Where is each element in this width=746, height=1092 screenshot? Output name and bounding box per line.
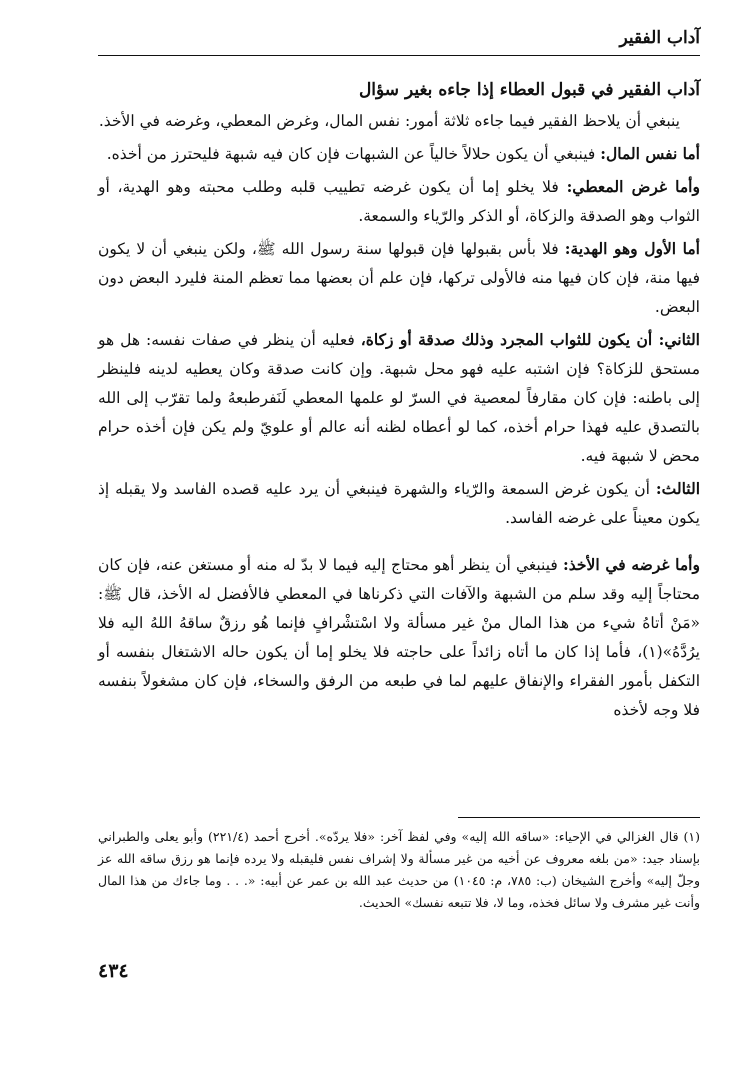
page-number: ٤٣٤ xyxy=(98,960,129,982)
paragraph-lead: أما الأول وهو الهدية: xyxy=(564,239,700,258)
section-title: آداب الفقير في قبول العطاء إذا جاءه بغير سؤال xyxy=(358,80,700,100)
paragraph-text: ينبغي أن يلاحظ الفقير فيما جاءه ثلاثة أمور: نفس المال، وغرض المعطي، وغرضه في الأخذ. xyxy=(98,112,680,130)
paragraph-text: فلا يخلو إما أن يكون غرضه تطييب قلبه وطلب محبته وهو الهدية، أو الثواب وهو الصدقة والزكاة، أو الذكر والرّياء والسمعة. xyxy=(98,178,700,225)
paragraph-lead: وأما غرضه في الأخذ: xyxy=(563,555,700,574)
footnote: (١) قال الغزالي في الإحياء: «ساقه الله إليه» وفي لفظ آخر: «فلا يردّه». أخرج أحمد (٢٢١/٤) وأبو يعلى والطبراني بإسناد جيد: «من بلغه معروف عن أخيه من غير مسألة ولا إشراف نفس فليقبله ولا يرده فإنما هو رزق ساقه الله عز وجلّ إليه» وأخرج الشيخان (ب: ٧٨٥، م: ١٠٤٥) من حديث عبد الله بن عمر عن أبيه: «. . . وما جاءك من هذا المال وأنت غير مشرف ولا سائل فخذه، وما لا، فلا تتبعه نفسك» الحديث. xyxy=(98,829,700,910)
paragraph-lead: الثالث: xyxy=(655,479,700,498)
running-header: آداب الفقير xyxy=(619,28,700,48)
paragraph-showing-off xyxy=(98,474,700,533)
paragraph-lead: الثاني: أن يكون للثواب المجرد وذلك صدقة أو زكاة، xyxy=(360,330,700,349)
paragraph-charity xyxy=(98,325,700,471)
paragraph-text: أن يكون غرض السمعة والرّياء والشهرة فينبغي أن يرد عليه قصده الفاسد ولا يقبله إذ يكون معيناً على غرضه الفاسد. xyxy=(98,480,700,527)
paragraph-wealth xyxy=(98,139,700,169)
paragraph-lead: وأما غرض المعطي: xyxy=(566,177,700,196)
main-text xyxy=(98,74,700,728)
paragraph-lead: أما نفس المال: xyxy=(600,144,700,163)
paragraph-gift xyxy=(98,234,700,322)
paragraph-text: فعليه أن ينظر في صفات نفسه: هل هو مستحق للزكاة؟ فإن اشتبه عليه فهو محل شبهة. وإن كانت صدقة وكان يعطيه لدينه فلينظر إلى باطنه: فإن كان مقارفاً لمعصية في السرّ لو علمها المعطي لَنَفرطبعهُ ولما تقرّب إلى الله بالتصدق عليه فهذا حرام أخذه، كما لو أعطاه لظنه أنه عالم أو علويّ ولم يكن فإن أخذه حرام محض لا شبهة فيه. xyxy=(98,331,700,465)
header-rule xyxy=(98,55,700,56)
paragraph-text: فينبغي أن يكون حلالاً خالياً عن الشبهات فإن كان فيه شبهة فليحترز من أخذه. xyxy=(106,145,601,163)
paragraph-gap xyxy=(98,536,700,550)
paragraph-text: فلا بأس بقبولها فإن قبولها سنة رسول الله ﷺ، ولكن ينبغي أن لا يكون فيها منة، فإن كان فيها منه فالأولى تركها، فإن علم أن بعضها مما تعظم المنة فليرد البعض دون البعض. xyxy=(98,240,700,316)
paragraph-giver-purpose xyxy=(98,172,700,231)
paragraph-intro xyxy=(98,106,700,136)
footnote-rule xyxy=(458,817,700,818)
paragraph-text: فينبغي أن ينظر أهو محتاج إليه فيما لا بدّ له منه أو مستغن عنه، فإن كان محتاجاً إليه وقد سلم من الشبهة والآفات التي ذكرناها في المعطي فالأفضل له الأخذ، قال ﷺ: «مَنْ أتاهُ شيء من هذا المال منْ غير مسألة ولا اسْتشْرافٍ فإنما هُو رزقٌ ساقهُ اللهُ اليه فلا يرُدَّهُ»(١)، فأما إذا كان ما أتاه زائداً على حاجته فلا يخلو إما أن يكون حاله الاشتغال بنفسه أو التكفل بأمور الفقراء والإنفاق عليهم لما في طبعه من الرفق والسخاء، فإن كان مشغولاً بنفسه فلا وجه لأخذه xyxy=(98,556,700,719)
paragraph-receiver-purpose xyxy=(98,550,700,725)
